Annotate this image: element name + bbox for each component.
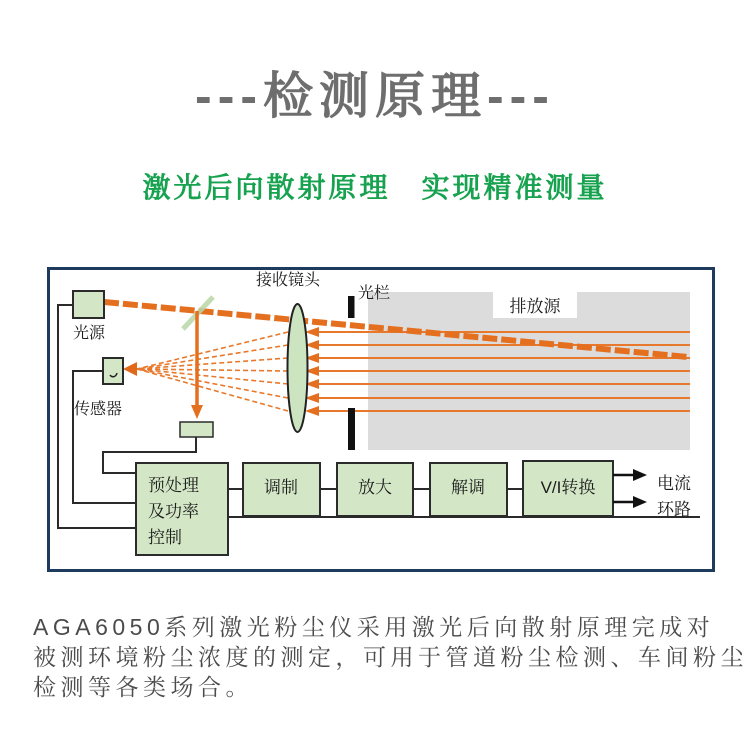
sensor-label: 传感器 <box>73 401 123 418</box>
light-barrier-bottom <box>348 408 355 450</box>
receiving-lens-label: 接收镜头 <box>255 272 321 289</box>
light-barrier-top <box>348 296 355 318</box>
amplification-label: 放大 <box>358 478 392 497</box>
preprocess-label-line2: 及功率 <box>148 502 199 521</box>
receiving-lens <box>288 304 308 432</box>
output-label-current: 电流 <box>657 474 691 493</box>
output-label-loop: 环路 <box>657 500 691 519</box>
description-paragraph <box>33 612 748 702</box>
description-line-3: 检测等各类场合。 <box>33 674 253 700</box>
modulation-label: 调制 <box>264 478 298 497</box>
preprocess-label-line3: 控制 <box>148 528 182 547</box>
light-barrier-label: 光栏 <box>358 285 391 302</box>
light-source-label: 光源 <box>73 325 106 342</box>
principle-diagram <box>47 267 715 572</box>
description-line-2: 被测环境粉尘浓度的测定，可用于管道粉尘检测、车间粉尘 <box>33 644 748 670</box>
page-subtitle: 激光后向散射原理 实现精准测量 <box>142 172 608 203</box>
preprocess-label-line1: 预处理 <box>148 476 199 495</box>
page-title: ---检测原理--- <box>195 68 555 124</box>
demodulation-label: 解调 <box>451 478 485 497</box>
vi-conversion-label: V/I转换 <box>540 478 596 497</box>
sensor-box <box>103 358 123 384</box>
description-line-1: AGA6050系列激光粉尘仪采用激光后向散射原理完成对 <box>33 614 715 640</box>
light-source-box <box>73 291 104 318</box>
emission-source-label: 排放源 <box>509 297 561 316</box>
monitor-detector-box <box>180 422 213 437</box>
principle-diagram-svg <box>47 267 715 572</box>
